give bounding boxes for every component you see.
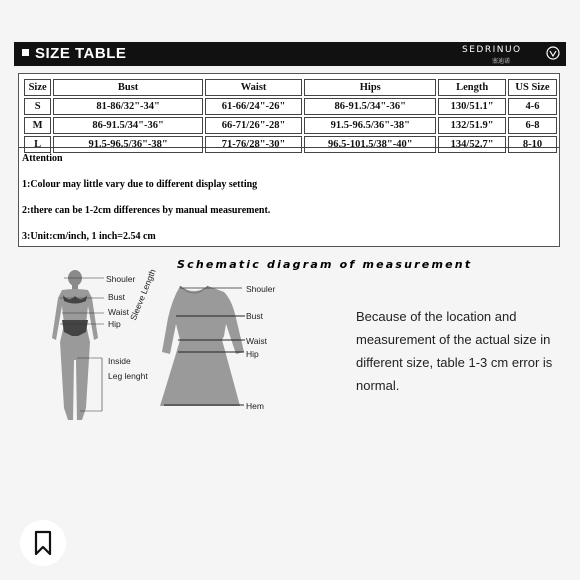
table-cell: 91.5-96.5/36"-38" <box>53 136 203 153</box>
table-cell: 130/51.1" <box>438 98 506 115</box>
body-bust-label: Bust <box>108 292 126 302</box>
table-cell: 132/51.9" <box>438 117 506 134</box>
column-header: Length <box>438 79 506 96</box>
dress-figure-illustration <box>150 278 260 414</box>
dress-bust-label: Bust <box>246 311 264 321</box>
bookmark-icon <box>32 530 54 556</box>
table-cell: 71-76/28"-30" <box>205 136 302 153</box>
table-row <box>24 98 557 115</box>
table-cell: 134/52.7" <box>438 136 506 153</box>
dress-sleeve-length-label: Sleeve Length <box>128 267 158 322</box>
attention-line: 2:there can be 1-2cm differences by manual measurement. <box>22 205 271 216</box>
table-cell: L <box>24 136 51 153</box>
table-cell: 81-86/32"-34" <box>53 98 203 115</box>
size-table-title: SIZE TABLE <box>22 45 126 62</box>
table-cell: S <box>24 98 51 115</box>
attention-line: 1:Colour may little vary due to different display setting <box>22 179 258 190</box>
diagram-title: Schematic diagram of measurement <box>177 258 473 271</box>
column-header: US Size <box>508 79 557 96</box>
dress-hip-label: Hip <box>246 349 259 359</box>
column-header: Bust <box>53 79 203 96</box>
table-cell: 4-6 <box>508 98 557 115</box>
brand-name: SEDRINUO <box>462 45 522 55</box>
table-cell: 91.5-96.5/36"-38" <box>304 117 436 134</box>
attention-line: 3:Unit:cm/inch, 1 inch=2.54 cm <box>22 231 156 242</box>
body-shoulder-label: Shouler <box>106 274 136 284</box>
body-leg-length-label: Leg lenght <box>108 371 148 381</box>
table-cell: 6-8 <box>508 117 557 134</box>
table-row <box>24 117 557 134</box>
table-cell: 61-66/24"-26" <box>205 98 302 115</box>
column-header: Size <box>24 79 51 96</box>
brand-emblem-icon <box>546 46 560 60</box>
attention-section <box>19 147 559 247</box>
table-header-row <box>24 79 557 96</box>
table-cell: 66-71/26"-28" <box>205 117 302 134</box>
body-inside-label: Inside <box>108 356 131 366</box>
column-header: Waist <box>205 79 302 96</box>
table-cell: 8-10 <box>508 136 557 153</box>
brand-logo <box>462 44 560 64</box>
body-waist-label: Waist <box>108 307 129 317</box>
size-chart-table <box>22 77 559 155</box>
size-table-header <box>14 42 566 66</box>
table-cell: 86-91.5/34"-36" <box>53 117 203 134</box>
table-cell: 96.5-101.5/38"-40" <box>304 136 436 153</box>
size-table <box>18 73 560 247</box>
bookmark-button[interactable] <box>20 520 66 566</box>
measurement-note: Because of the location and measurement of the actual size in different size, table 1-3 cm error is normal. <box>356 309 553 393</box>
table-cell: 86-91.5/34"-36" <box>304 98 436 115</box>
brand-subtitle: 塞迪诺 <box>492 59 511 65</box>
body-hip-label: Hip <box>108 319 121 329</box>
column-header: Hips <box>304 79 436 96</box>
dress-hem-label: Hem <box>246 401 264 411</box>
dress-waist-label: Waist <box>246 336 267 346</box>
attention-heading: Attention <box>22 153 63 164</box>
dress-shoulder-label: Shouler <box>246 284 276 294</box>
table-cell: M <box>24 117 51 134</box>
